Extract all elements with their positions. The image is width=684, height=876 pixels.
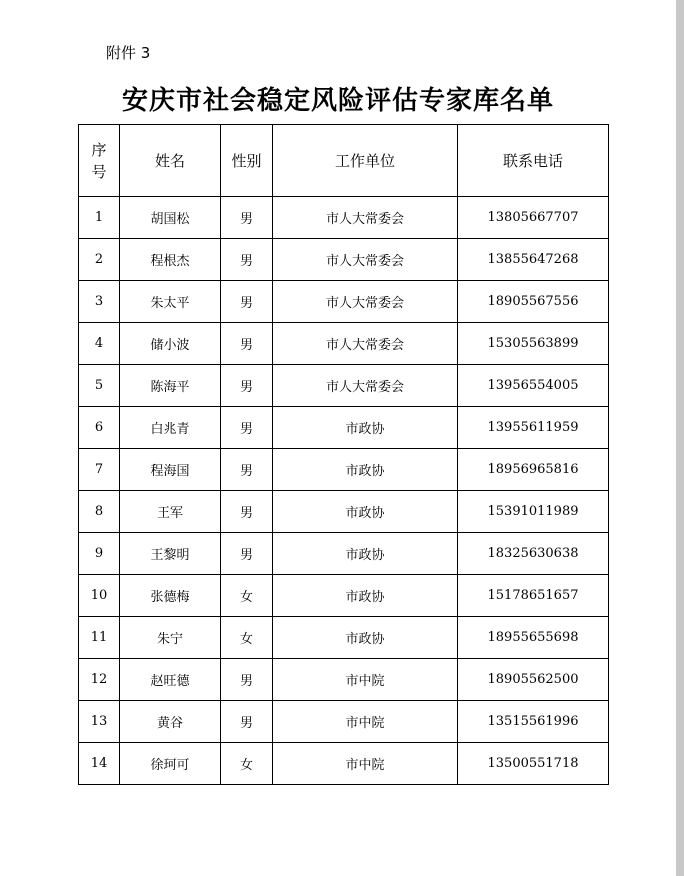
- cell-no: 12: [79, 659, 120, 701]
- cell-no: 5: [79, 365, 120, 407]
- cell-unit: 市政协: [273, 575, 458, 617]
- cell-phone: 18905562500: [458, 659, 609, 701]
- cell-no: 3: [79, 281, 120, 323]
- cell-name: 陈海平: [120, 365, 221, 407]
- cell-gender: 男: [221, 659, 273, 701]
- attachment-label: 附件 3: [106, 44, 151, 62]
- cell-no: 7: [79, 449, 120, 491]
- cell-unit: 市人大常委会: [273, 323, 458, 365]
- table-row: [79, 533, 609, 575]
- cell-gender: 男: [221, 365, 273, 407]
- cell-gender: 男: [221, 407, 273, 449]
- cell-no: 2: [79, 239, 120, 281]
- cell-unit: 市政协: [273, 491, 458, 533]
- cell-phone: 13956554005: [458, 365, 609, 407]
- cell-unit: 市中院: [273, 659, 458, 701]
- cell-unit: 市人大常委会: [273, 365, 458, 407]
- cell-unit: 市政协: [273, 617, 458, 659]
- header-name: 姓名: [120, 125, 221, 197]
- cell-phone: 15178651657: [458, 575, 609, 617]
- cell-gender: 男: [221, 323, 273, 365]
- header-seq: [79, 125, 120, 197]
- table-row: [79, 239, 609, 281]
- cell-gender: 女: [221, 575, 273, 617]
- cell-name: 白兆青: [120, 407, 221, 449]
- cell-unit: 市人大常委会: [273, 197, 458, 239]
- cell-no: 8: [79, 491, 120, 533]
- table-row: [79, 449, 609, 491]
- cell-no: 13: [79, 701, 120, 743]
- table-header-row: [79, 125, 609, 197]
- cell-name: 朱宁: [120, 617, 221, 659]
- cell-no: 10: [79, 575, 120, 617]
- table-row: [79, 281, 609, 323]
- cell-gender: 男: [221, 281, 273, 323]
- document-title: 安庆市社会稳定风险评估专家库名单: [121, 86, 554, 116]
- cell-unit: 市政协: [273, 533, 458, 575]
- cell-name: 王军: [120, 491, 221, 533]
- cell-gender: 男: [221, 491, 273, 533]
- cell-unit: 市中院: [273, 701, 458, 743]
- cell-name: 程根杰: [120, 239, 221, 281]
- cell-name: 朱太平: [120, 281, 221, 323]
- table-row: [79, 197, 609, 239]
- table-row: [79, 491, 609, 533]
- cell-no: 14: [79, 743, 120, 785]
- cell-name: 储小波: [120, 323, 221, 365]
- cell-phone: 15391011989: [458, 491, 609, 533]
- cell-phone: 15305563899: [458, 323, 609, 365]
- header-phone: 联系电话: [458, 125, 609, 197]
- cell-phone: 18325630638: [458, 533, 609, 575]
- cell-phone: 18905567556: [458, 281, 609, 323]
- table-row: [79, 575, 609, 617]
- cell-gender: 女: [221, 617, 273, 659]
- table-row: [79, 701, 609, 743]
- cell-name: 程海国: [120, 449, 221, 491]
- cell-gender: 男: [221, 701, 273, 743]
- cell-name: 胡国松: [120, 197, 221, 239]
- cell-phone: 13955611959: [458, 407, 609, 449]
- table-row: [79, 365, 609, 407]
- cell-no: 4: [79, 323, 120, 365]
- header-seq-line2: 号: [91, 162, 107, 181]
- cell-name: 赵旺德: [120, 659, 221, 701]
- cell-unit: 市政协: [273, 449, 458, 491]
- cell-phone: 18955655698: [458, 617, 609, 659]
- cell-no: 11: [79, 617, 120, 659]
- cell-unit: 市中院: [273, 743, 458, 785]
- table-row: [79, 407, 609, 449]
- cell-no: 6: [79, 407, 120, 449]
- cell-phone: 13855647268: [458, 239, 609, 281]
- expert-list-table: [78, 124, 609, 785]
- cell-phone: 13805667707: [458, 197, 609, 239]
- table-row: [79, 743, 609, 785]
- cell-phone: 18956965816: [458, 449, 609, 491]
- header-seq-line1: 序: [91, 140, 107, 159]
- table-row: [79, 323, 609, 365]
- cell-gender: 男: [221, 197, 273, 239]
- cell-gender: 男: [221, 533, 273, 575]
- cell-no: 9: [79, 533, 120, 575]
- cell-phone: 13500551718: [458, 743, 609, 785]
- table-row: [79, 617, 609, 659]
- table-row: [79, 659, 609, 701]
- cell-name: 张德梅: [120, 575, 221, 617]
- cell-name: 王黎明: [120, 533, 221, 575]
- header-gender: 性别: [221, 125, 273, 197]
- cell-unit: 市政协: [273, 407, 458, 449]
- cell-no: 1: [79, 197, 120, 239]
- cell-unit: 市人大常委会: [273, 239, 458, 281]
- header-unit: 工作单位: [273, 125, 458, 197]
- cell-gender: 男: [221, 239, 273, 281]
- cell-gender: 女: [221, 743, 273, 785]
- cell-name: 徐珂可: [120, 743, 221, 785]
- cell-name: 黄谷: [120, 701, 221, 743]
- cell-unit: 市人大常委会: [273, 281, 458, 323]
- cell-gender: 男: [221, 449, 273, 491]
- cell-phone: 13515561996: [458, 701, 609, 743]
